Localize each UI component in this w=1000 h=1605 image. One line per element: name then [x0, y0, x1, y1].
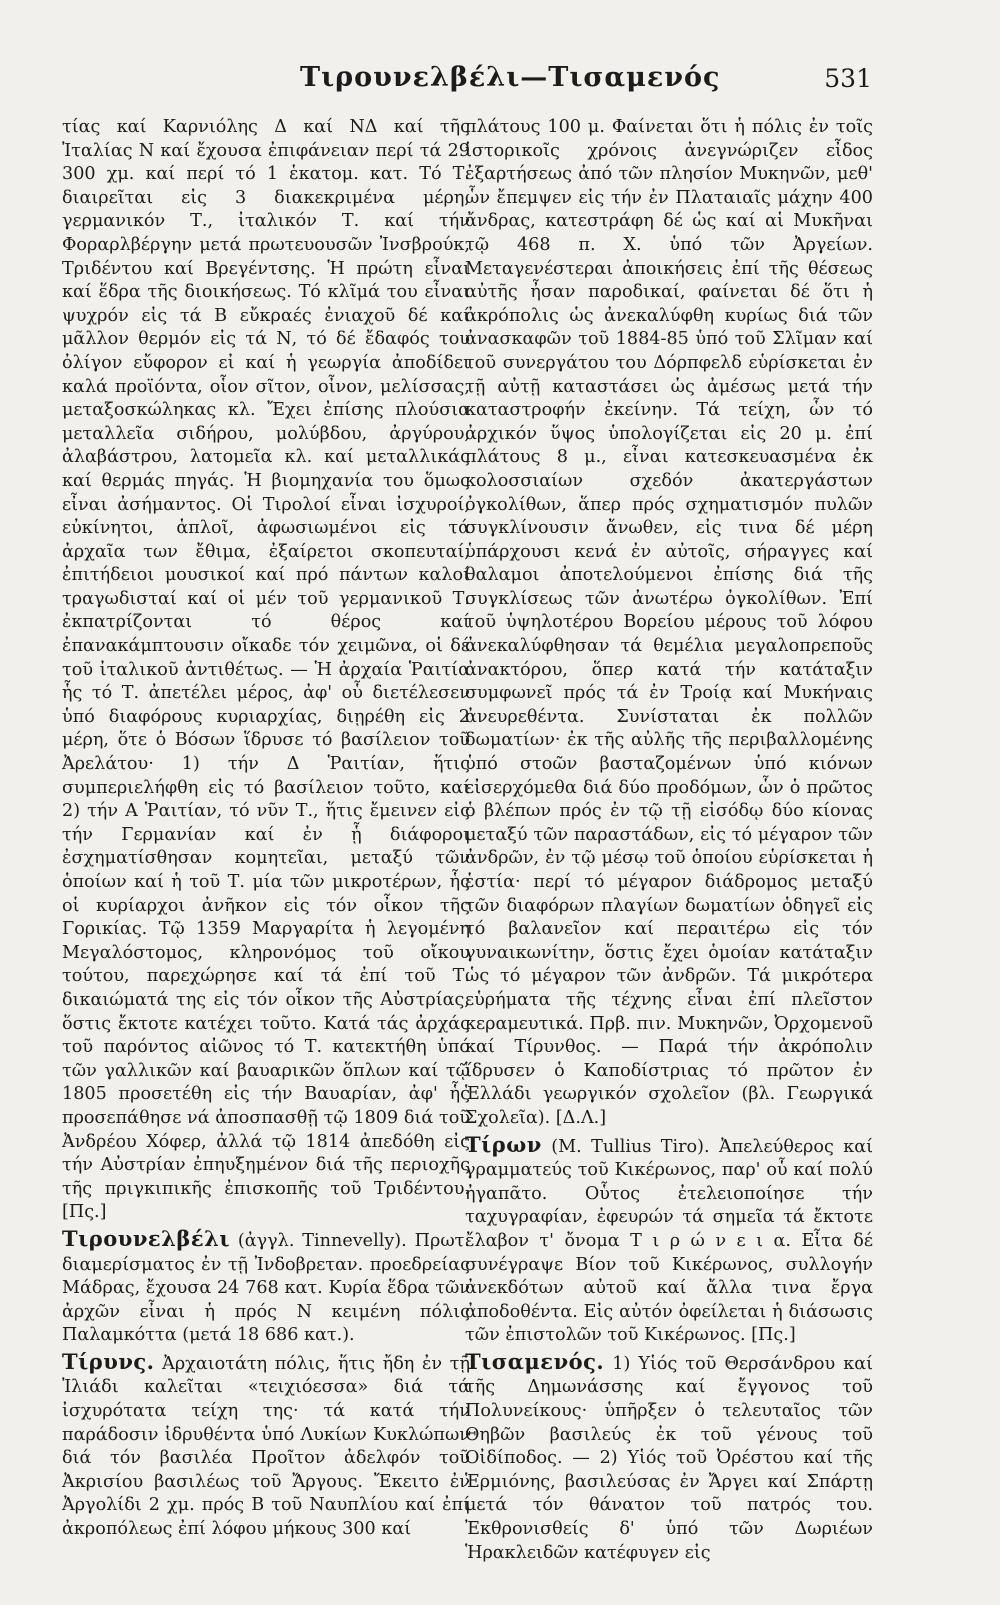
entry-text: Ἀρχαιοτάτη πόλις, ἥτις ἤδη ἐν τῇ Ἰλιάδι καλεῖται «τειχιόεσσα» διά τά ἰσχυρότατα τείχη της· τά κατά τήν παράδοσιν ἱδρυθέντα ὑπό Λυκίων Κυκλώπων διά τόν βασιλέα Προῖτον ἀδελφόν τοῦ Ἀκρισίου βασιλέως τοῦ Ἄργους. Ἔκειτο ἐν Ἀργολίδι 2 χμ. πρός Β τοῦ Ναυπλίου καί ἐπί ἀκροπόλεως ἐπί λόφου μήκους 300 καί [62, 1353, 470, 1540]
entry-tiryns [62, 1350, 470, 1542]
entry-headword: Τισαμενός. [465, 1348, 605, 1374]
entry-headword: Τίρυνς. [62, 1348, 155, 1374]
entry-text: 1) Υἱός τοῦ Θερσάνδρου καί τῆς Δημωνάσσης καί ἔγγονος τοῦ Πολυνείκους· ὑπῆρξεν ὁ τελευταῖος τῶν Θηβῶν βασιλεύς ἐκ τοῦ γένους τοῦ Οἰδίποδος. — 2) Υἱός τοῦ Ὀρέστου καί τῆς Ἑρμιόνης, βασιλεύσας ἐν Ἄργει καί Σπάρτῃ μετά τόν θάνατον τοῦ πατρός του. Ἐκθρονισθείς δ' ὑπό τῶν Δωριέων Ἡρακλειδῶν κατέφυγεν εἰς [465, 1353, 873, 1563]
page-header [0, 62, 1000, 102]
entry-text: τίας καί Καρνιόλης Δ καί ΝΔ καί τῆς Ἰταλίας Ν καί ἔχουσα ἐπιφάνειαν περί τά 29 300 χμ. καί περί τό 1 ἑκατομ. κατ. Τό Τ. διαιρεῖται εἰς 3 διακεκριμένα μέρη, γερμανικόν Τ., ἰταλικόν Τ. καί τήν Φοραρλβέργην μετά πρωτευουσῶν Ἰνσβρούκ, Τριδέντου καί Βρεγέντσης. Ἡ πρώτη εἶναι καί ἕδρα τῆς διοικήσεως. Τό κλῖμά του εἶναι ψυχρόν εἰς τά Β εὔκραές ἐνιαχοῦ δέ καί μᾶλλον θερμόν εἰς τά Ν, τό δέ ἔδαφός του ὀλίγον εὔφορον εἰ καί ἡ γεωργία ἀποδίδει καλά προϊόντα, οἷον σῖτον, οἶνον, μελίσσας, μεταξοσκώληκας κλ. Ἔχει ἐπίσης πλούσια μεταλλεῖα σιδήρου, μολύβδου, ἀργύρου, ἀλαβάστρου, λατομεῖα κλ. καί μεταλλικάς καί θερμάς πηγάς. Ἡ βιομηχανία του ὅμως εἶναι ἀσήμαντος. Οἱ Τιρολοί εἶναι ἰσχυροί, εὐκίνητοι, ἁπλοῖ, ἀφωσιωμένοι εἰς τά ἀρχαῖα των ἔθιμα, ἐξαίρετοι σκοπευταί, ἐπιτήδειοι μουσικοί καί πρό πάντων καλοί τραγωδισταί καί οἱ μέν τοῦ γερμανικοῦ Τ. ἐκπατρίζονται τό θέρος καί ἐπανακάμπτουσιν οἴκαδε τόν χειμῶνα, οἱ δέ τοῦ ἰταλικοῦ ἀντιθέτως. — Ἡ ἀρχαία Ῥαιτία ἧς τό Τ. ἀπετέλει μέρος, ἀφ' οὗ διετέλεσεν ὑπό διαφόρους κυριαρχίας, διῃρέθη εἰς 2 μέρη, ὅτε ὁ Βόσων ἵδρυσε τό βασίλειον τοῦ Ἀρελάτου· 1) τήν Δ Ῥαιτίαν, ἥτις συμπεριελήφθη εἰς τό βασίλειον τοῦτο, καί 2) τήν Α Ῥαιτίαν, τό νῦν Τ., ἥτις ἔμεινεν εἰς τήν Γερμανίαν καί ἐν ᾗ διάφοροι ἐσχηματίσθησαν κομητεῖαι, μεταξύ τῶν ὁποίων καί ἡ τοῦ Τ. μία τῶν μικροτέρων, ἧς οἱ κυρίαρχοι ἀνῆκον εἰς τόν οἶκον τῆς Γορικίας. Τῷ 1359 Μαργαρίτα ἡ λεγομένη Μεγαλόστομος, κληρονόμος τοῦ οἴκου τούτου, παρεχώρησε καί τά ἐπί τοῦ Τ. δικαιώματά της εἰς τόν οἶκον τῆς Αὐστρίας, ὅστις ἔκτοτε κατέχει τοῦτο. Κατά τάς ἀρχάς τοῦ παρόντος αἰῶνος τό Τ. κατεκτήθη ὑπό τῶν γαλλικῶν καί βαυαρικῶν ὅπλων καί τῷ 1805 προσετέθη εἰς τήν Βαυαρίαν, ἀφ' ἧς προσεπάθησε νά ἀποσπασθῇ τῷ 1809 διά τοῦ Ἀνδρέου Χόφερ, ἀλλά τῷ 1814 ἀπεδόθη εἰς τήν Αὐστρίαν ἐπηυξημένον διά τῆς περιοχῆς τῆς πριγκιπικῆς ἐπισκοπῆς τοῦ Τριδέντου. [Πς.] [62, 117, 470, 1223]
entry-continuation-tirol [62, 116, 470, 1225]
entry-continuation-tiryns [465, 116, 873, 1131]
entry-tisamenos [465, 1350, 873, 1565]
right-column [465, 116, 873, 1565]
entry-tinnevelly [62, 1227, 470, 1348]
entry-text: πλάτους 100 μ. Φαίνεται ὅτι ἡ πόλις ἐν τοῖς ἱστορικοῖς χρόνοις ἀνεγνώριζεν εἶδος ἐξαρτήσεως ἀπό τῶν πλησίον Μυκηνῶν, μεθ' ὧν ἔπεμψεν εἰς τήν ἐν Πλαταιαῖς μάχην 400 ἄνδρας, κατεστράφη δέ ὡς καί αἱ Μυκῆναι τῷ 468 π. Χ. ὑπό τῶν Ἀργείων. Μεταγενέστεραι ἀποικήσεις ἐπί τῆς θέσεως αὐτῆς ἦσαν παροδικαί, φαίνεται δέ ὅτι ἡ ἀκρόπολις ὡς ἀνεκαλύφθη κυρίως διά τῶν ἀνασκαφῶν τοῦ 1884-85 ὑπό τοῦ Σλῖμαν καί τοῦ συνεργάτου του Δόρπφελδ εὑρίσκεται ἐν τῇ αὐτῇ καταστάσει ὡς ἀμέσως μετά τήν καταστροφήν ἐκείνην. Τά τείχη, ὧν τό ἀρχικόν ὕψος ὑπολογίζεται εἰς 20 μ. ἐπί πλάτους 8 μ., εἶναι κατεσκευασμένα ἐκ κολοσσιαίων σχεδόν ἀκατεργάστων ὀγκολίθων, ἅπερ πρός σχηματισμόν πυλῶν συγκλίνουσιν ἄνωθεν, εἰς τινα δέ μέρη ὑπάρχουσι κενά ἐν αὐτοῖς, σήραγγες καί θαλαμοι ἀποτελούμενοι ἐπίσης διά τῆς συγκλίσεως τῶν ἀνωτέρω ὀγκολίθων. Ἐπί τοῦ ὑψηλοτέρου Βορείου μέρους τοῦ λόφου ἀνεκαλύφθησαν τά θεμέλια μεγαλοπρεποῦς ἀνακτόρου, ὅπερ κατά τήν κατάταξιν συμφωνεῖ πρός τά ἐν Τροίᾳ καί Μυκήναις ἀνευρεθέντα. Συνίσταται ἐκ πολλῶν δωματίων· ἐκ τῆς αὐλῆς τῆς περιβαλλομένης ὑπό στοῶν βασταζομένων ὑπό κιόνων εἰσερχόμεθα διά δύο προδόμων, ὧν ὁ πρῶτος ὁ βλέπων πρός ἐν τῷ τῇ εἰσόδῳ δύο κίονας μεταξύ τῶν παραστάδων, εἰς τό μέγαρον τῶν ἀνδρῶν, ἐν τῷ μέσῳ τοῦ ὁποίου εὑρίσκεται ἡ ἑστία· περί τό μέγαρον διάδρομος μεταξύ τῶν διαφόρων πλαγίων δωματίων ὁδηγεῖ εἰς τό βαλανεῖον καί περαιτέρω εἰς τόν γυναικωνίτην, ὅστις ἔχει ὁμοίαν κατάταξιν ὡς τό μέγαρον τῶν ἀνδρῶν. Τά μικρότερα εὑρήματα τῆς τέχνης εἶναι ἐπί πλεῖστον κεραμευτικά. Πρβ. πιν. Μυκηνῶν, Ὀρχομενοῦ καί Τίρυνθος. — Παρά τήν ἀκρόπολιν ἵδρυσεν ὁ Καποδίστριας τό πρῶτον ἐν Ἑλλάδι γεωργικόν σχολεῖον (βλ. Γεωργικά Σχολεῖα). [Δ.Λ.] [465, 117, 873, 1128]
entry-text: (M. Tullius Tiro). Ἀπελεύθερος καί γραμματεύς τοῦ Κικέρωνος, παρ' οὗ καί πολύ ἠγαπᾶτο. Οὗτος ἐτελειοποίησε τήν ταχυγραφίαν, ἐφευρών τά σημεῖα τά ἔκτοτε ἔλαβον τ' ὄνομα Τ ι ρ ώ ν ε ι α. Εἶτα δέ συνέγραψε Βίον τοῦ Κικέρωνος, συλλογήν ἀνεκδότων αὐτοῦ καί ἄλλα τινα ἔργα ἀποδοθέντα. Εἰς αὐτόν ὀφείλεται ἡ διάσωσις τῶν ἐπιστολῶν τοῦ Κικέρωνος. [Πς.] [465, 1136, 873, 1346]
page-number: 531 [824, 64, 872, 93]
running-head: Τιρουνελβέλι—Τισαμενός [300, 62, 721, 93]
left-column [62, 116, 470, 1542]
entry-headword: Τίρων [465, 1131, 542, 1157]
entry-text: (ἀγγλ. Tinnevelly). Πρωτ. διαμερίσματος ἐν τῇ Ἰνδοβρεταν. προεδρείας Μάδρας, ἔχουσα 24 768 κατ. Κυρία ἕδρα τῶν ἀρχῶν εἶναι ἡ πρός Ν κειμένη πόλις Παλαμκόττα (μετά 18 686 κατ.). [62, 1230, 470, 1346]
entry-tiro [465, 1133, 873, 1348]
entry-headword: Τιρουνελβέλι [62, 1225, 230, 1251]
